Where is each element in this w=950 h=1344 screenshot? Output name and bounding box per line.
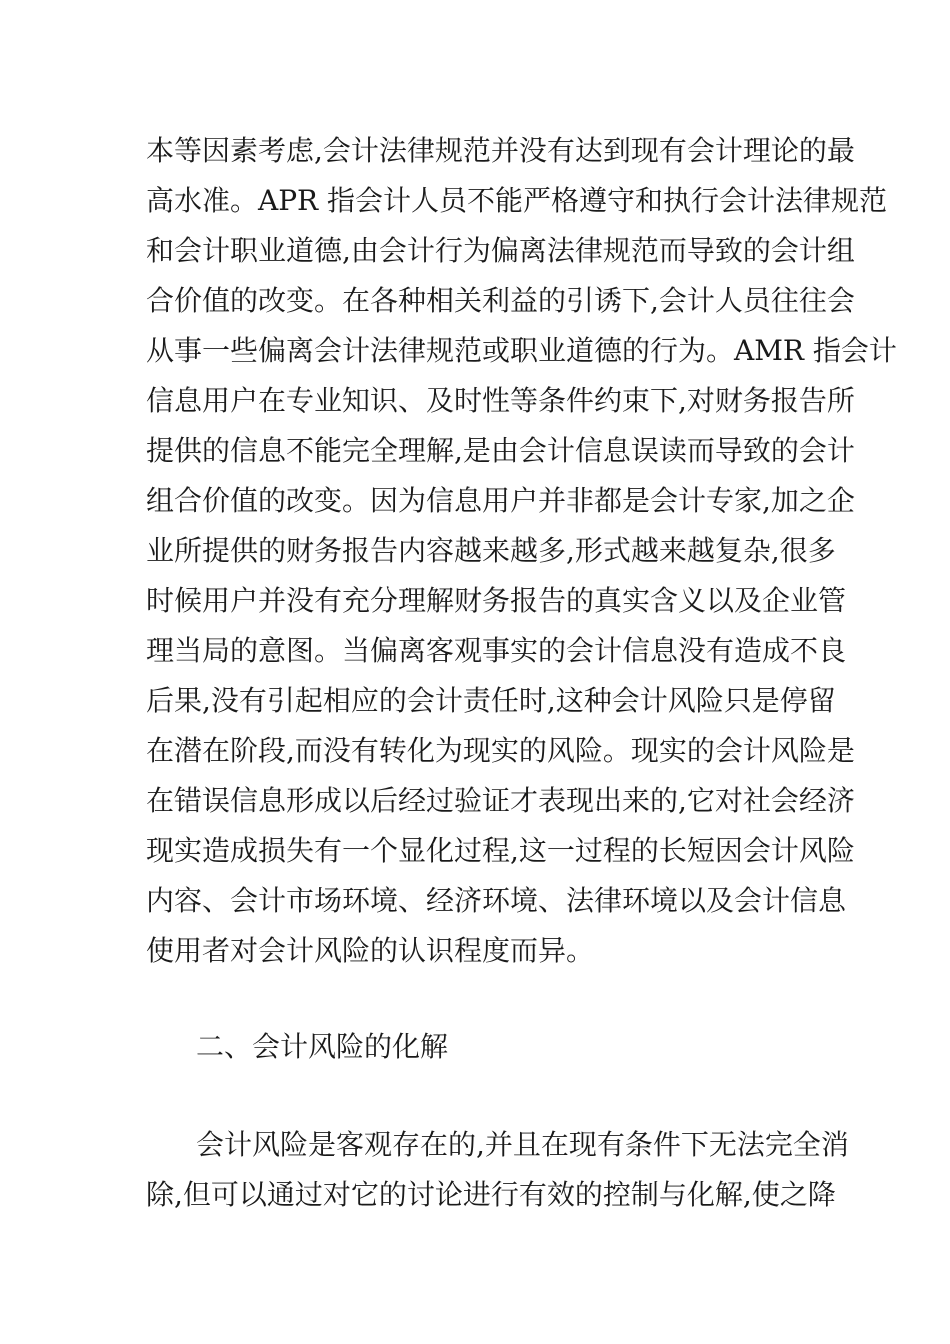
text-line: 本等因素考虑,会计法律规范并没有达到现有会计理论的最: [146, 134, 855, 167]
text-line: 使用者对会计风险的认识程度而异。: [146, 934, 595, 967]
text-line: 后果,没有引起相应的会计责任时,这种会计风险只是停留: [146, 684, 836, 717]
text-line: 内容、会计市场环境、经济环境、法律环境以及会计信息: [146, 884, 847, 917]
text-line: 在潜在阶段,而没有转化为现实的风险。现实的会计风险是: [146, 734, 855, 767]
text-line: 和会计职业道德,由会计行为偏离法律规范而导致的会计组: [146, 234, 855, 267]
text-line: 合价值的改变。在各种相关利益的引诱下,会计人员往往会: [146, 284, 855, 317]
text-line: 高水准。APR 指会计人员不能严格遵守和执行会计法律规范: [146, 184, 888, 217]
text-line: 会计风险是客观存在的,并且在现有条件下无法完全消: [196, 1128, 849, 1161]
text-line: 现实造成损失有一个显化过程,这一过程的长短因会计风险: [146, 834, 855, 867]
section-heading: 二、会计风险的化解: [196, 1030, 449, 1063]
text-line: 组合价值的改变。因为信息用户并非都是会计专家,加之企: [146, 484, 855, 517]
text-line: 理当局的意图。当偏离客观事实的会计信息没有造成不良: [146, 634, 847, 667]
text-line: 信息用户在专业知识、及时性等条件约束下,对财务报告所: [146, 384, 855, 417]
text-line: 提供的信息不能完全理解,是由会计信息误读而导致的会计: [146, 434, 855, 467]
text-line: 除,但可以通过对它的讨论进行有效的控制与化解,使之降: [146, 1178, 836, 1211]
text-line: 时候用户并没有充分理解财务报告的真实含义以及企业管: [146, 584, 847, 617]
text-line: 业所提供的财务报告内容越来越多,形式越来越复杂,很多: [146, 534, 836, 567]
text-line: 在错误信息形成以后经过验证才表现出来的,它对社会经济: [146, 784, 855, 817]
text-line: 从事一些偏离会计法律规范或职业道德的行为。AMR 指会计: [146, 334, 897, 367]
